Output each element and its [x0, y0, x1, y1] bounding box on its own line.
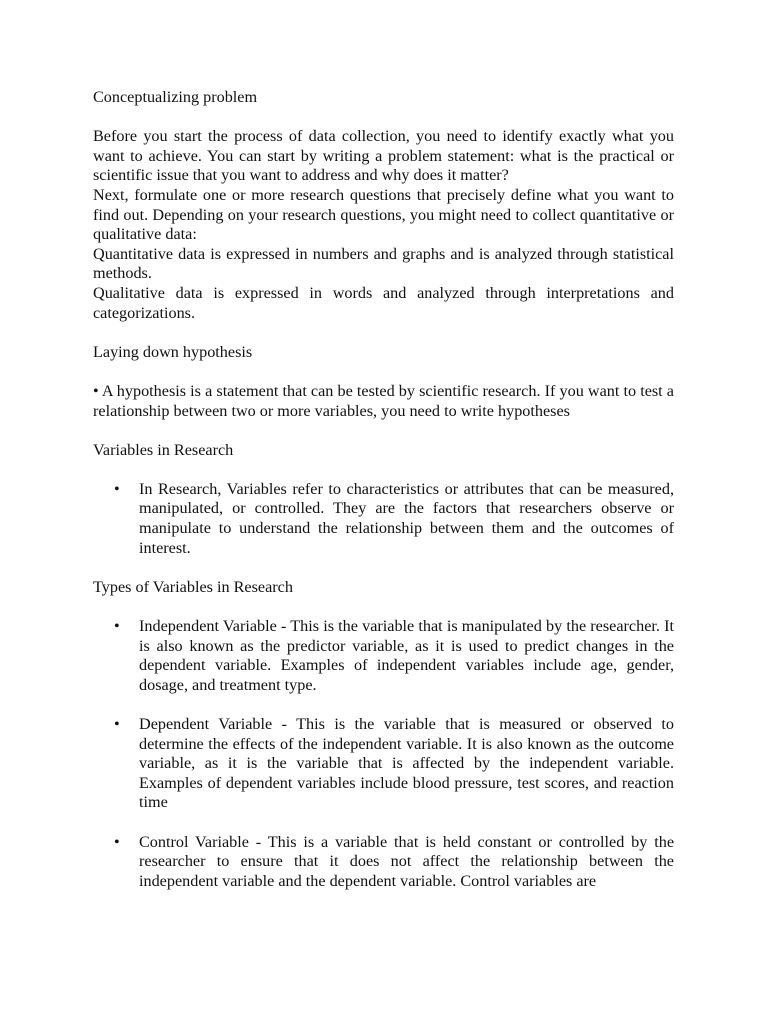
list-item-text: Dependent Variable - This is the variable that is measured or observed to determine the effects of the independent variable. It is also known as the outcome variable, as it is the variable that is affected by the independent variable. Examples of dependent variables include blood pressure, test scores, and reaction time	[139, 715, 674, 812]
bullet-icon: •	[114, 617, 120, 636]
paragraph-qualitative-data: Qualitative data is expressed in words and analyzed through interpretations and categorizations.	[93, 283, 674, 322]
document-page	[93, 88, 674, 911]
list-item	[93, 833, 674, 892]
list-item	[93, 715, 674, 813]
section-body-conceptualizing	[93, 127, 674, 323]
section-heading-variables: Variables in Research	[93, 440, 234, 459]
paragraph-problem-statement: Before you start the process of data collection, you need to identify exactly what you want to achieve. You can start by writing a problem statement: what is the practical or scientific issue that you want to address and why does it matter?	[93, 127, 674, 185]
bullet-icon: •	[114, 832, 120, 851]
list-item	[93, 617, 674, 695]
variables-bullet-list	[93, 480, 674, 558]
paragraph-hypothesis: • A hypothesis is a statement that can be tested by scientific research. If you want to test a relationship between two or more variables, you need to write hypotheses	[93, 381, 674, 420]
list-item-text: In Research, Variables refer to characteristics or attributes that can be measured, manipulated, or controlled. They are the factors that researchers observe or manipulate to understand the relationship between them and the outcomes of interest.	[139, 479, 674, 557]
list-item-text: Independent Variable - This is the variable that is manipulated by the researcher. It is also known as the predictor variable, as it is used to predict changes in the dependent variable. Examples of independent variables include age, gender, dosage, and treatment type.	[139, 617, 674, 694]
section-heading-hypothesis: Laying down hypothesis	[93, 342, 253, 361]
bullet-icon: •	[114, 479, 120, 498]
section-heading-conceptualizing: Conceptualizing problem	[93, 88, 258, 106]
types-bullet-list	[93, 617, 674, 891]
list-item	[93, 480, 674, 558]
section-heading-types: Types of Variables in Research	[93, 577, 293, 596]
paragraph-quantitative-data: Quantitative data is expressed in numbers and graphs and is analyzed through statistical methods.	[93, 244, 674, 283]
list-item-text: Control Variable - This is a variable that is held constant or controlled by the researcher to ensure that it does not affect the relationship between the independent variable and the dependent variable. Control variables are	[139, 832, 674, 890]
paragraph-research-questions: Next, formulate one or more research questions that precisely define what you want to find out. Depending on your research questions, you might need to collect quantitative or qualitative data:	[93, 185, 674, 244]
bullet-icon: •	[114, 715, 120, 733]
